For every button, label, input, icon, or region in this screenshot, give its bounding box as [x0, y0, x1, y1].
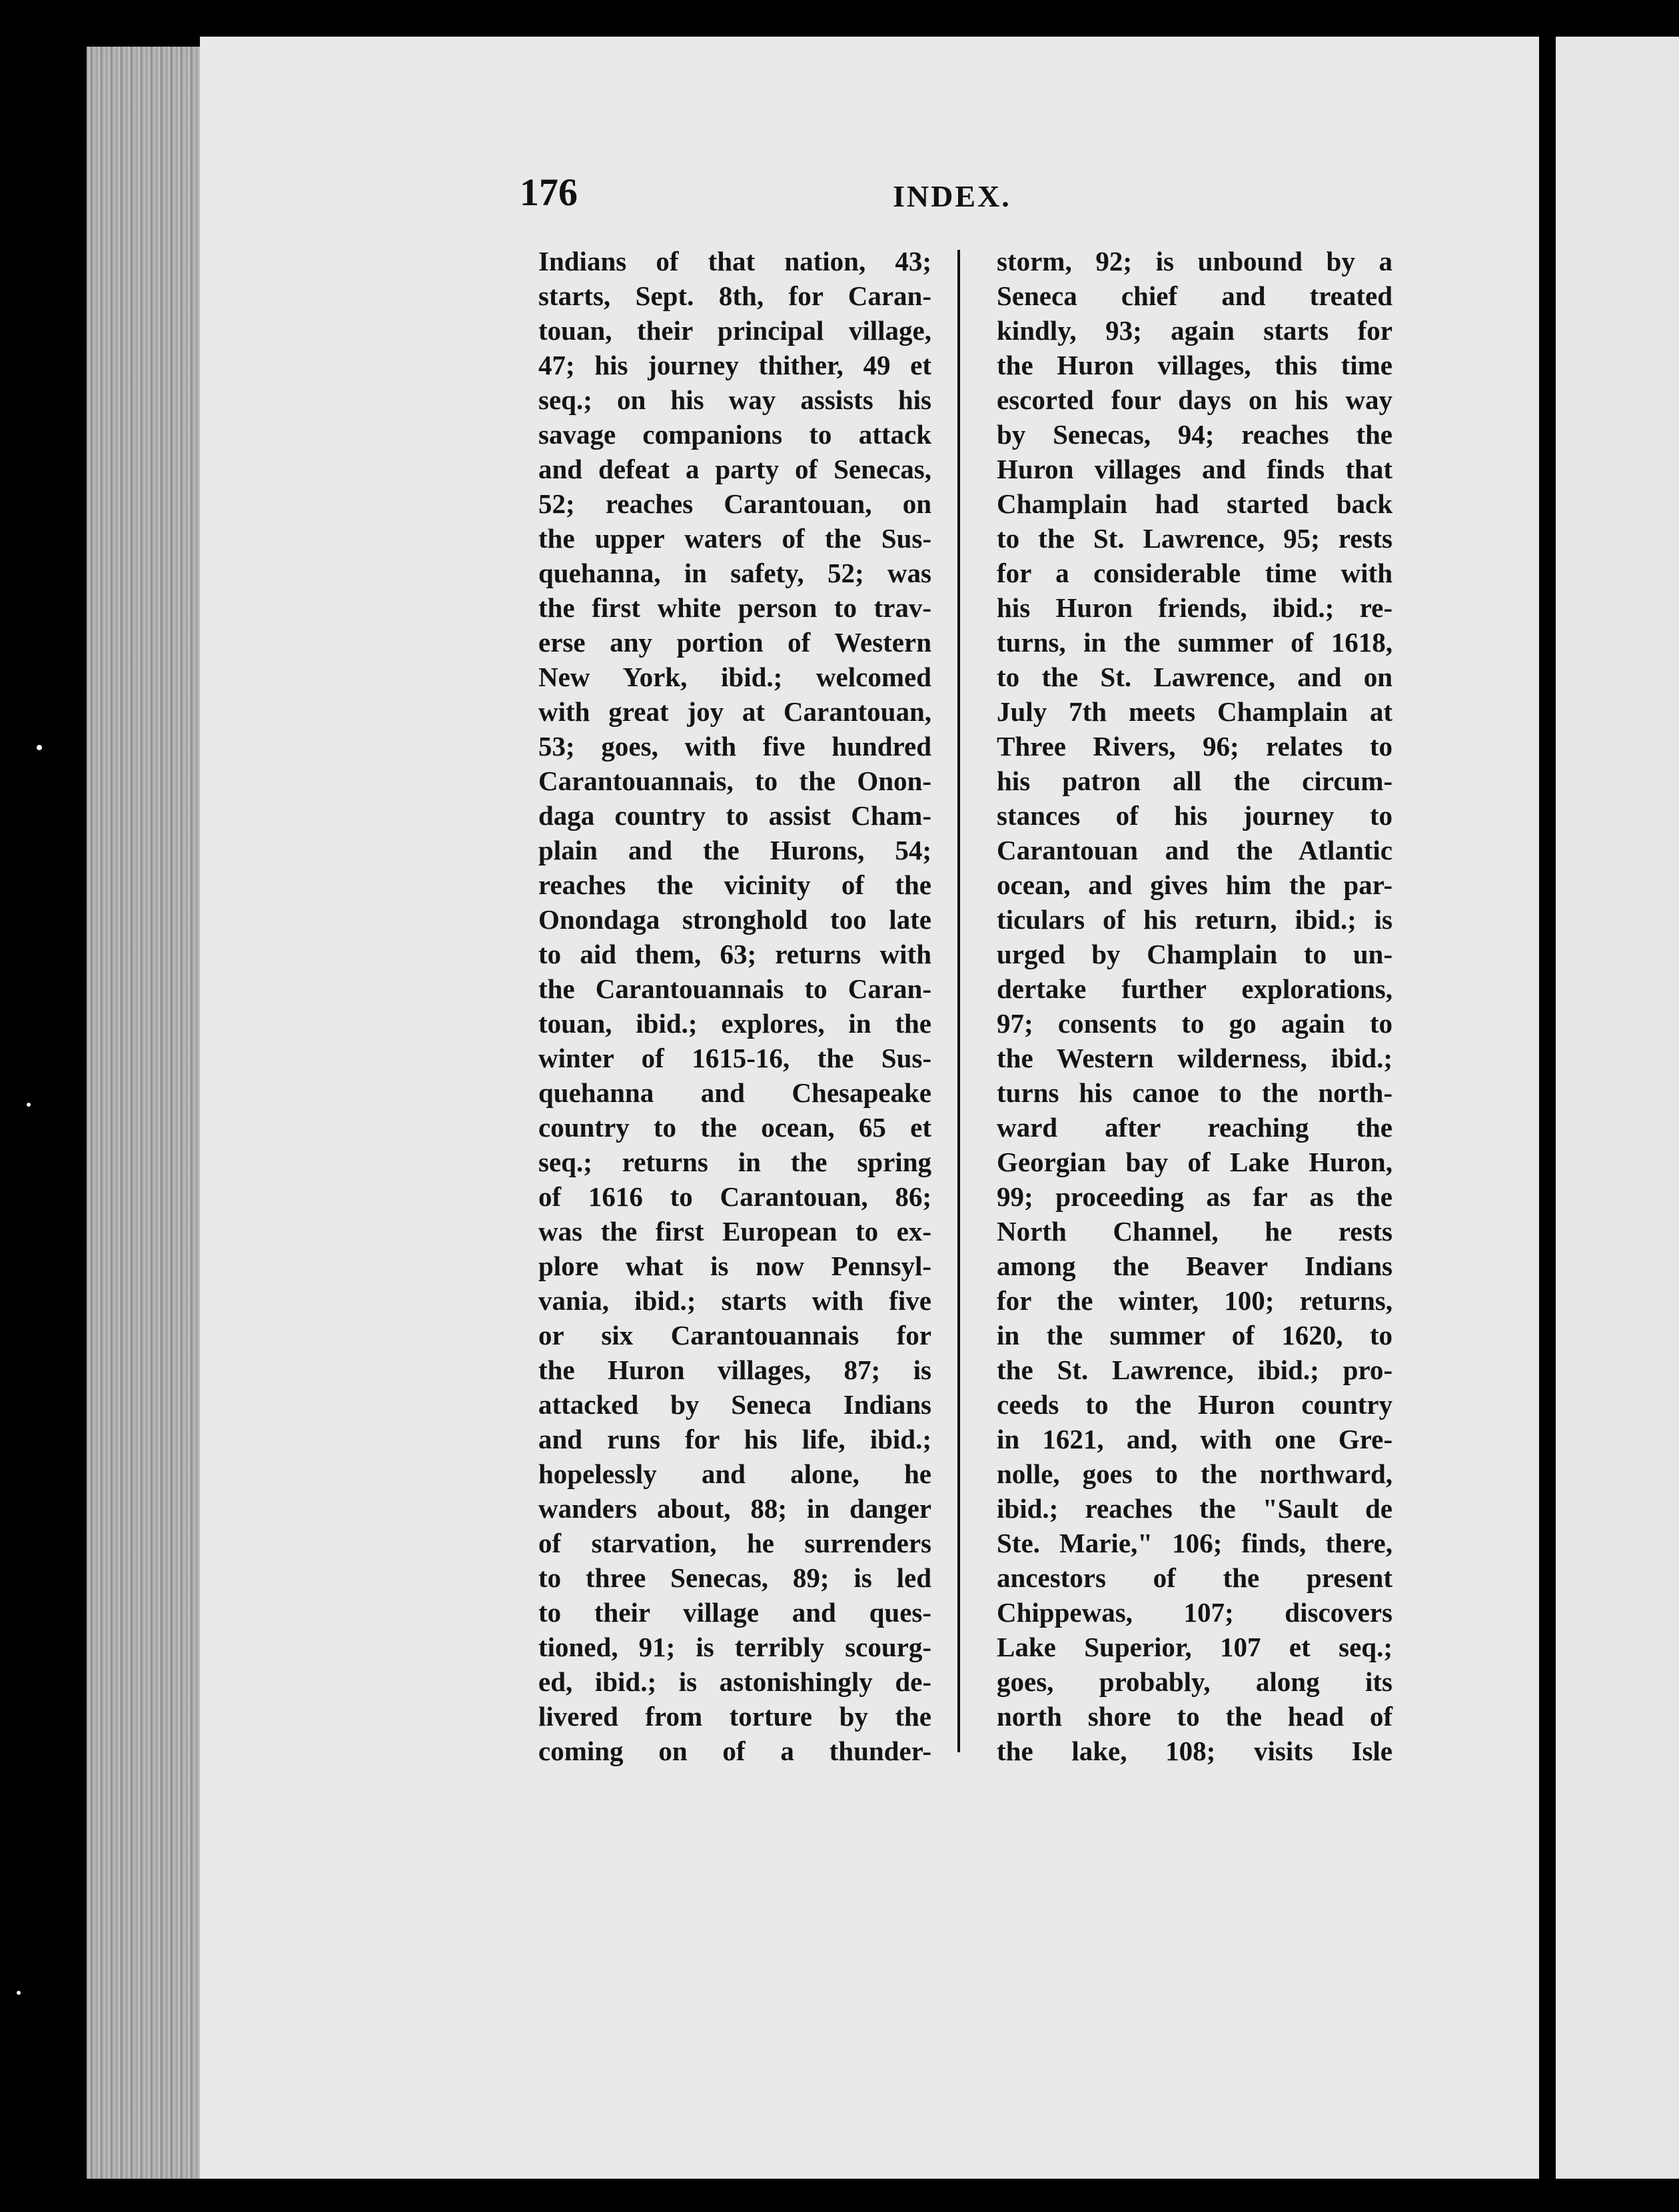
index-line: or six Carantouannais for: [538, 1320, 931, 1351]
index-line: the upper waters of the Sus-: [538, 523, 931, 554]
facing-page-edge: [1556, 37, 1679, 2179]
index-line: in the summer of 1620, to: [997, 1320, 1393, 1351]
index-line: the Huron villages, 87; is: [538, 1355, 931, 1385]
index-line: seq.; returns in the spring: [538, 1147, 931, 1177]
index-line: the lake, 108; visits Isle: [997, 1736, 1393, 1766]
index-line: 97; consents to go again to: [997, 1008, 1393, 1039]
index-line: touan, their principal village,: [538, 315, 931, 346]
index-line: wanders about, 88; in danger: [538, 1493, 931, 1524]
index-line: tioned, 91; is terribly scourg-: [538, 1632, 931, 1662]
index-line: July 7th meets Champlain at: [997, 696, 1393, 727]
index-line: the Carantouannais to Caran-: [538, 973, 931, 1004]
index-line: New York, ibid.; welcomed: [538, 662, 931, 692]
index-line: to their village and ques-: [538, 1597, 931, 1628]
index-line: ocean, and gives him the par-: [997, 869, 1393, 900]
index-line: starts, Sept. 8th, for Caran-: [538, 280, 931, 311]
index-line: of starvation, he surrenders: [538, 1528, 931, 1558]
index-line: by Senecas, 94; reaches the: [997, 419, 1393, 450]
index-line: coming on of a thunder-: [538, 1736, 931, 1766]
index-line: to the St. Lawrence, and on: [997, 662, 1393, 692]
index-line: savage companions to attack: [538, 419, 931, 450]
index-line: among the Beaver Indians: [997, 1251, 1393, 1281]
running-head: INDEX.: [893, 179, 1011, 213]
index-line: the Western wilderness, ibid.;: [997, 1043, 1393, 1073]
index-line: 99; proceeding as far as the: [997, 1181, 1393, 1212]
index-line: the first white person to trav-: [538, 592, 931, 623]
index-line: vania, ibid.; starts with five: [538, 1285, 931, 1316]
index-line: daga country to assist Cham-: [538, 800, 931, 831]
index-line: kindly, 93; again starts for: [997, 315, 1393, 346]
index-line: ticulars of his return, ibid.; is: [997, 904, 1393, 935]
index-line: livered from torture by the: [538, 1701, 931, 1732]
index-line: plain and the Hurons, 54;: [538, 835, 931, 865]
scan-speck: [37, 745, 42, 750]
index-line: 52; reaches Carantouan, on: [538, 488, 931, 519]
index-line: Ste. Marie," 106; finds, there,: [997, 1528, 1393, 1558]
index-line: hopelessly and alone, he: [538, 1458, 931, 1489]
index-column-right: [997, 244, 1393, 1768]
index-line: Georgian bay of Lake Huron,: [997, 1147, 1393, 1177]
index-line: to the St. Lawrence, 95; rests: [997, 523, 1393, 554]
index-line: urged by Champlain to un-: [997, 939, 1393, 969]
index-column-left: [538, 244, 931, 1768]
index-line: with great joy at Carantouan,: [538, 696, 931, 727]
index-line: storm, 92; is unbound by a: [997, 246, 1393, 276]
index-line: of 1616 to Carantouan, 86;: [538, 1181, 931, 1212]
index-line: plore what is now Pennsyl-: [538, 1251, 931, 1281]
index-line: turns, in the summer of 1618,: [997, 627, 1393, 658]
index-line: dertake further explorations,: [997, 973, 1393, 1004]
index-line: ibid.; reaches the "Sault de: [997, 1493, 1393, 1524]
index-line: 53; goes, with five hundred: [538, 731, 931, 762]
index-line: winter of 1615-16, the Sus-: [538, 1043, 931, 1073]
index-line: touan, ibid.; explores, in the: [538, 1008, 931, 1039]
index-line: the Huron villages, this time: [997, 350, 1393, 380]
index-line: Carantouannais, to the Onon-: [538, 766, 931, 796]
index-line: Indians of that nation, 43;: [538, 246, 931, 276]
index-line: ward after reaching the: [997, 1112, 1393, 1143]
index-line: nolle, goes to the northward,: [997, 1458, 1393, 1489]
index-line: for the winter, 100; returns,: [997, 1285, 1393, 1316]
index-line: his Huron friends, ibid.; re-: [997, 592, 1393, 623]
index-line: ancestors of the present: [997, 1562, 1393, 1593]
index-line: north shore to the head of: [997, 1701, 1393, 1732]
index-line: Seneca chief and treated: [997, 280, 1393, 311]
index-line: Lake Superior, 107 et seq.;: [997, 1632, 1393, 1662]
index-line: Carantouan and the Atlantic: [997, 835, 1393, 865]
index-line: the St. Lawrence, ibid.; pro-: [997, 1355, 1393, 1385]
index-line: quehanna, in safety, 52; was: [538, 558, 931, 588]
index-line: his patron all the circum-: [997, 766, 1393, 796]
index-line: North Channel, he rests: [997, 1216, 1393, 1247]
index-line: to aid them, 63; returns with: [538, 939, 931, 969]
index-line: goes, probably, along its: [997, 1666, 1393, 1697]
scan-speck: [27, 1103, 31, 1107]
index-line: quehanna and Chesapeake: [538, 1077, 931, 1108]
index-line: erse any portion of Western: [538, 627, 931, 658]
index-line: Chippewas, 107; discovers: [997, 1597, 1393, 1628]
index-line: ceeds to the Huron country: [997, 1389, 1393, 1420]
index-line: seq.; on his way assists his: [538, 384, 931, 415]
index-line: escorted four days on his way: [997, 384, 1393, 415]
index-line: Huron villages and finds that: [997, 454, 1393, 484]
page-number: 176: [520, 171, 578, 214]
index-line: stances of his journey to: [997, 800, 1393, 831]
index-line: and defeat a party of Senecas,: [538, 454, 931, 484]
index-line: was the first European to ex-: [538, 1216, 931, 1247]
index-line: for a considerable time with: [997, 558, 1393, 588]
index-line: Three Rivers, 96; relates to: [997, 731, 1393, 762]
index-line: attacked by Seneca Indians: [538, 1389, 931, 1420]
index-line: 47; his journey thither, 49 et: [538, 350, 931, 380]
index-line: country to the ocean, 65 et: [538, 1112, 931, 1143]
index-line: to three Senecas, 89; is led: [538, 1562, 931, 1593]
column-divider: [957, 250, 960, 1752]
index-line: turns his canoe to the north-: [997, 1077, 1393, 1108]
index-line: Champlain had started back: [997, 488, 1393, 519]
index-line: reaches the vicinity of the: [538, 869, 931, 900]
scan-speck: [17, 1991, 21, 1995]
index-line: ed, ibid.; is astonishingly de-: [538, 1666, 931, 1697]
index-line: Onondaga stronghold too late: [538, 904, 931, 935]
index-line: in 1621, and, with one Gre-: [997, 1424, 1393, 1454]
index-line: and runs for his life, ibid.;: [538, 1424, 931, 1454]
